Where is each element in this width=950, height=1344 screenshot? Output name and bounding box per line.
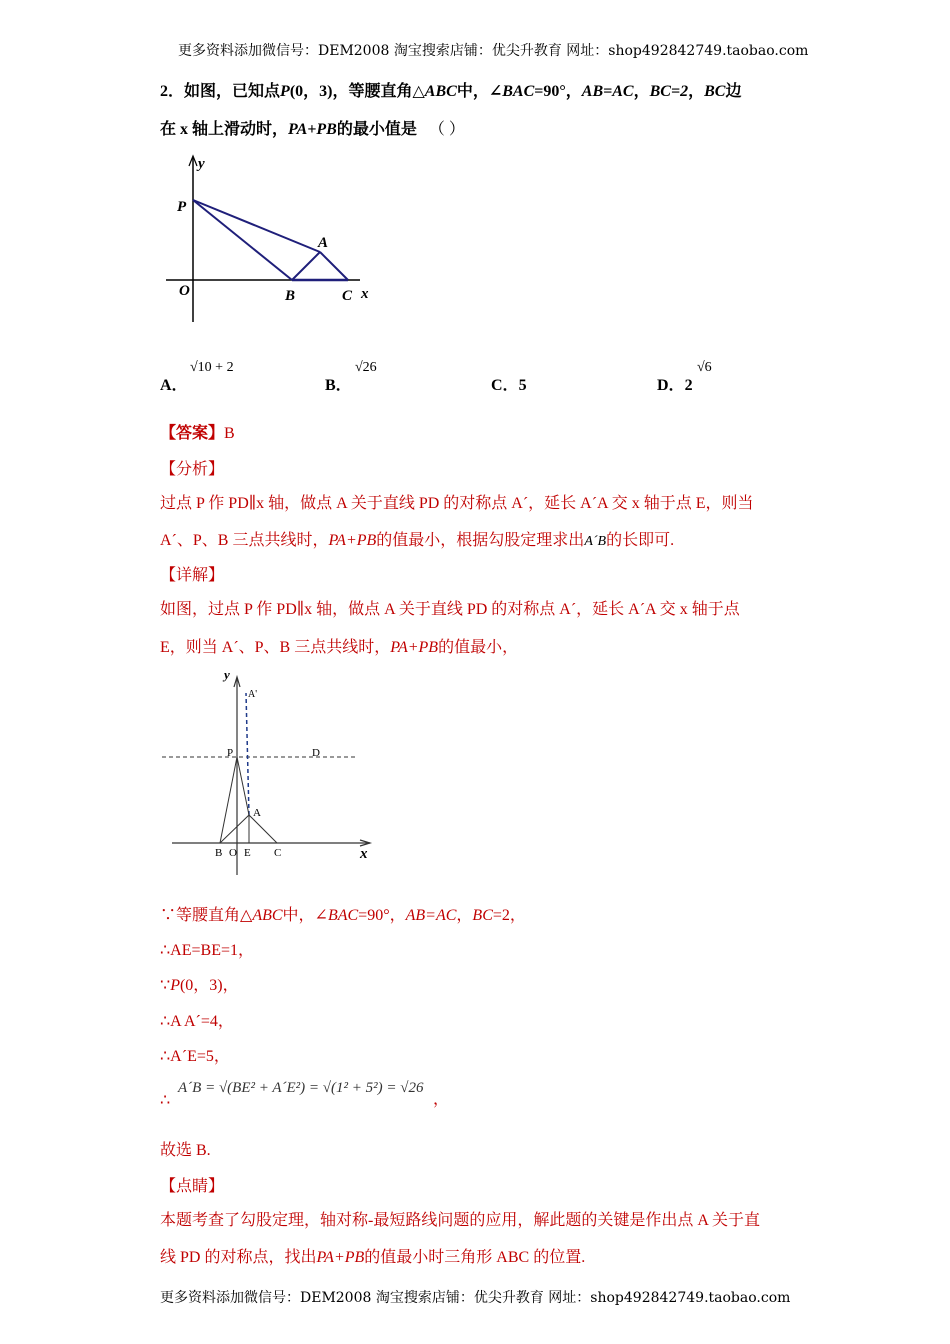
page-header: 更多资料添加微信号：DEM2008 淘宝搜索店铺：优尖升教育 网址：shop492842749.taobao.com (178, 43, 809, 59)
label-p-2: P (227, 747, 234, 759)
label-e: E (244, 847, 251, 859)
detail-line-2: E，则当 A´、P、B 三点共线时，PA+PB的值最小， (160, 639, 519, 656)
label-a: A (318, 235, 329, 251)
step-3: ∵P(0，3)， (160, 977, 239, 994)
option-c: C．5 (491, 377, 527, 394)
option-a: A． (160, 377, 188, 394)
question-line-1: 2．如图，已知点P(0，3)，等腰直角△ABC中，∠BAC=90°，AB=AC，BC=2，BC边 (160, 83, 742, 100)
label-c: C (342, 288, 353, 304)
label-o: O (179, 283, 190, 299)
label-a-2: A (253, 807, 261, 819)
figure-1-diagram (160, 150, 390, 335)
segment-pa (193, 200, 320, 252)
figure-2-diagram (160, 665, 390, 880)
segment-ba (292, 252, 320, 280)
detail-tag: 【详解】 (160, 567, 225, 584)
step-7: 故选 B. (160, 1142, 211, 1159)
segment-pb (193, 200, 292, 280)
step-6-formula: A´B = √(BE² + A´E²) = √(1² + 5²) = √26 (178, 1080, 424, 1096)
step-2: ∴AE=BE=1， (160, 942, 255, 959)
analysis-line-2: A´、P、B 三点共线时，PA+PB的值最小，根据勾股定理求出A´B的长即可. (160, 532, 675, 549)
option-b-value: √26 (355, 360, 377, 375)
detail-line-1: 如图，过点 P 作 PD∥x 轴，做点 A 关于直线 PD 的对称点 A´，延长 A´A 交 x 轴于点 (160, 601, 740, 618)
label-c-2: C (274, 847, 282, 859)
answer: 【答案】B (160, 425, 235, 442)
page-footer: 更多资料添加微信号：DEM2008 淘宝搜索店铺：优尖升教育 网址：shop492842749.taobao.com (160, 1290, 791, 1306)
comment-tag: 【点睛】 (160, 1178, 225, 1195)
label-p: P (177, 199, 187, 215)
step-5: ∴A´E=5， (160, 1048, 230, 1065)
analysis-tag: 【分析】 (160, 461, 225, 478)
comment-line-1: 本题考查了勾股定理，轴对称-最短路线问题的应用，解此题的关键是作出点 A 关于直 (160, 1212, 761, 1229)
label-o-2: O (229, 847, 237, 859)
label-y-2: y (224, 667, 230, 682)
step-4: ∴A A´=4， (160, 1013, 234, 1030)
label-aprime: A' (248, 689, 258, 700)
label-y: y (198, 156, 205, 172)
segment-a-aprime (246, 693, 249, 815)
comment-line-2: 线 PD 的对称点，找出PA+PB的值最小时三角形 ABC 的位置. (160, 1249, 586, 1266)
option-d: D．2 (657, 377, 693, 394)
label-x-2: x (360, 846, 368, 862)
label-b: B (285, 288, 296, 304)
label-x: x (361, 286, 369, 302)
option-a-value: √10 + 2 (190, 360, 234, 375)
segment-ac-2 (249, 815, 277, 843)
step-6-end: ， (433, 1091, 450, 1108)
segment-pb-2 (220, 757, 237, 843)
label-b-2: B (215, 847, 223, 859)
option-b: B． (325, 377, 352, 394)
option-d-root: √6 (697, 360, 712, 375)
analysis-line-1: 过点 P 作 PD∥x 轴，做点 A 关于直线 PD 的对称点 A´，延长 A´A 交 x 轴于点 E，则当 (160, 495, 754, 512)
segment-ac (320, 252, 348, 280)
question-line-2: 在 x 轴上滑动时，PA+PB的最小值是 （ ） (160, 121, 465, 138)
step-1: ∵等腰直角△ABC中，∠BAC=90°，AB=AC，BC=2， (160, 907, 526, 924)
step-6: ∴ (160, 1092, 171, 1109)
label-d: D (312, 747, 320, 759)
